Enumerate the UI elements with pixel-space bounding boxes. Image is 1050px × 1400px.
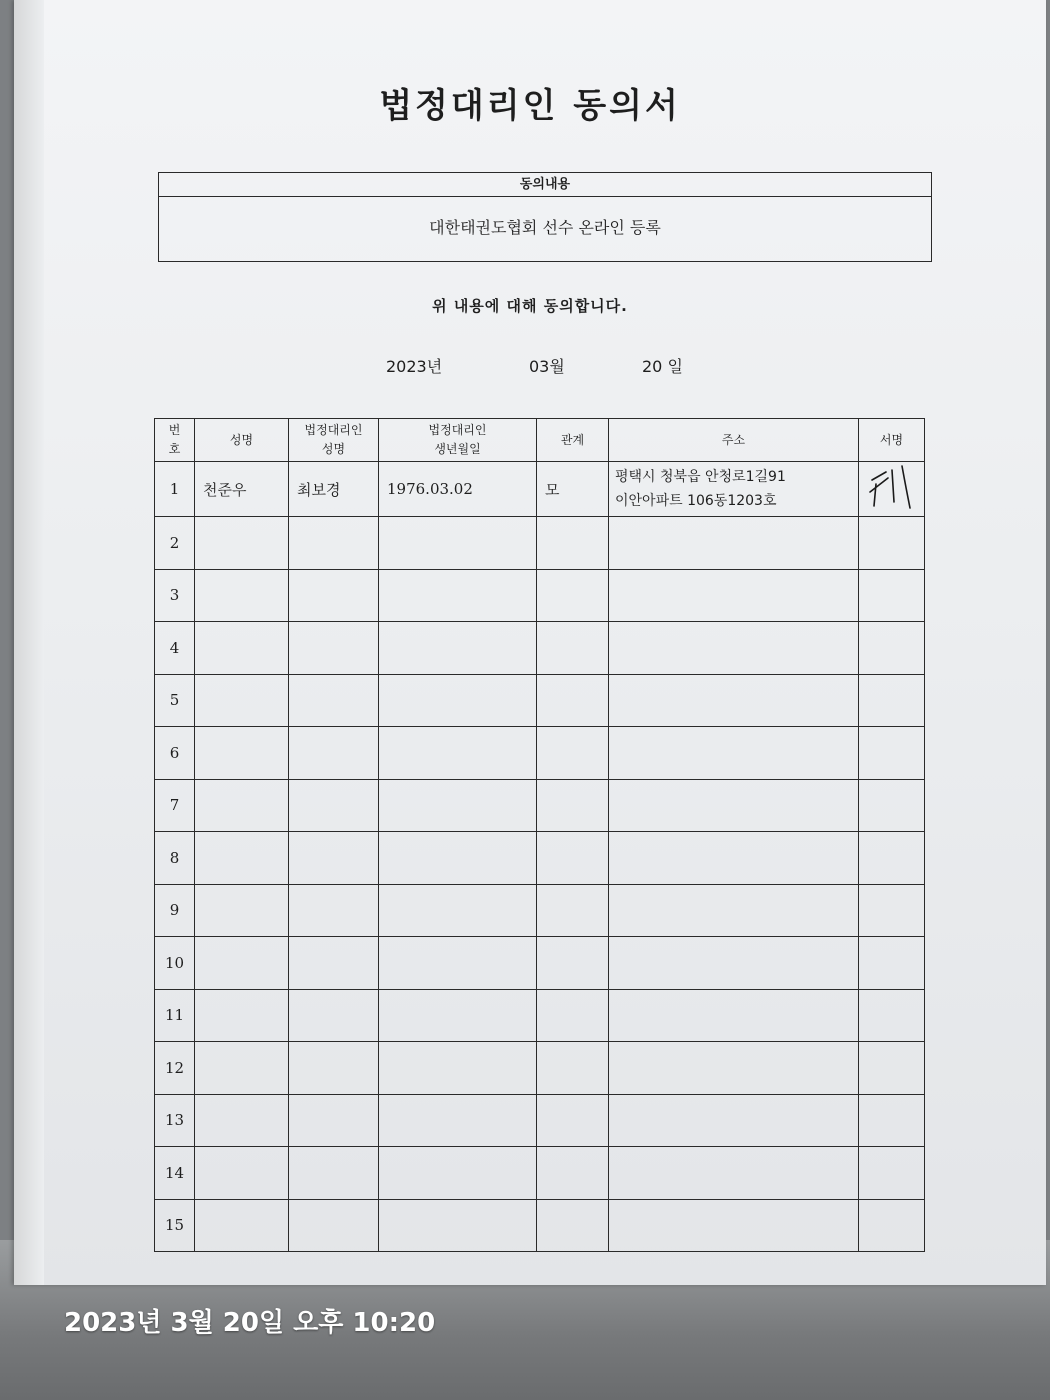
- row-number: 7: [155, 779, 195, 832]
- row-number: 15: [155, 1199, 195, 1252]
- guardian-birth-cell: [379, 1094, 537, 1147]
- consent-content-box: [158, 172, 932, 262]
- name-cell: [195, 832, 289, 885]
- signature-cell: [859, 727, 925, 780]
- guardian-name-cell: [289, 727, 379, 780]
- relation-cell: [537, 569, 609, 622]
- date-year: 2023년: [386, 357, 443, 376]
- guardian-birth-cell: [379, 779, 537, 832]
- consent-content-text: 대한태권도협회 선수 온라인 등록: [429, 218, 661, 237]
- paper-edge-shadow: [14, 0, 44, 1285]
- table-header-row: [155, 419, 925, 462]
- name-cell: [195, 779, 289, 832]
- signature-cell: [859, 1147, 925, 1200]
- guardian-name-cell: [289, 832, 379, 885]
- table-row: [155, 1042, 925, 1095]
- signature-cell: [859, 622, 925, 675]
- header-address: 주소: [609, 419, 859, 462]
- address-cell: [609, 989, 859, 1042]
- guardian-birth-cell: [379, 674, 537, 727]
- signature-cell: [859, 832, 925, 885]
- row-number: 10: [155, 937, 195, 990]
- row-number: 13: [155, 1094, 195, 1147]
- signature-cell: [859, 884, 925, 937]
- guardian-name-cell: [289, 1094, 379, 1147]
- guardian-name-cell: [289, 779, 379, 832]
- table-row: [155, 674, 925, 727]
- guardian-birth-cell: [379, 884, 537, 937]
- document-title: 법정대리인 동의서: [379, 86, 681, 126]
- name-cell: [195, 937, 289, 990]
- name-cell: [195, 1147, 289, 1200]
- relation-cell: 모: [537, 462, 609, 517]
- handwritten-signature: [862, 462, 922, 512]
- guardian-birth-cell: [379, 517, 537, 570]
- row-number: 5: [155, 674, 195, 727]
- header-name: 성명: [195, 419, 289, 462]
- guardian-name-cell: [289, 937, 379, 990]
- name-cell: [195, 1094, 289, 1147]
- guardian-name-cell: [289, 674, 379, 727]
- address-cell: [609, 674, 859, 727]
- signature-cell: [859, 1094, 925, 1147]
- table-row: [155, 517, 925, 570]
- relation-cell: [537, 1094, 609, 1147]
- table-row: [155, 937, 925, 990]
- guardian-birth-cell: [379, 727, 537, 780]
- relation-cell: [537, 517, 609, 570]
- relation-cell: [537, 622, 609, 675]
- header-guardian-name-text: 법정대리인 성명: [304, 423, 363, 456]
- address-cell: [609, 569, 859, 622]
- signature-cell: [859, 517, 925, 570]
- address-cell: [609, 1094, 859, 1147]
- row-number: 6: [155, 727, 195, 780]
- name-cell: [195, 569, 289, 622]
- address-cell: 평택시 청북읍 안청로1길91 이안아파트 106동1203호: [609, 462, 859, 517]
- table-row: [155, 832, 925, 885]
- name-cell: [195, 674, 289, 727]
- guardian-birth-cell: [379, 989, 537, 1042]
- guardian-birth-cell: [379, 569, 537, 622]
- relation-cell: [537, 884, 609, 937]
- row-number: 3: [155, 569, 195, 622]
- header-guardian-birth-text: 법정대리인 생년월일: [428, 423, 487, 456]
- signature-cell: [859, 779, 925, 832]
- guardian-name-cell: 최보경: [289, 462, 379, 517]
- signature-cell: [859, 937, 925, 990]
- table-row: [155, 727, 925, 780]
- table-row: [155, 1199, 925, 1252]
- name-cell: [195, 1199, 289, 1252]
- table-row: [155, 1094, 925, 1147]
- guardian-name-cell: [289, 569, 379, 622]
- name-cell: [195, 517, 289, 570]
- row-number: 11: [155, 989, 195, 1042]
- name-cell: [195, 1042, 289, 1095]
- guardian-birth-cell: [379, 937, 537, 990]
- address-cell: [609, 832, 859, 885]
- address-cell: [609, 937, 859, 990]
- row-number: 1: [155, 462, 195, 517]
- table-row: [155, 462, 925, 517]
- relation-cell: [537, 1147, 609, 1200]
- guardian-name-cell: [289, 1199, 379, 1252]
- photo-timestamp: 2023년 3월 20일 오후 10:20: [64, 1308, 436, 1338]
- guardian-birth-cell: [379, 622, 537, 675]
- guardian-name-cell: [289, 989, 379, 1042]
- address-cell: [609, 1042, 859, 1095]
- guardian-name-cell: [289, 622, 379, 675]
- table-row: [155, 1147, 925, 1200]
- relation-cell: [537, 1199, 609, 1252]
- guardian-name-cell: [289, 1147, 379, 1200]
- row-number: 12: [155, 1042, 195, 1095]
- address-cell: [609, 1199, 859, 1252]
- row-number: 4: [155, 622, 195, 675]
- row-number: 9: [155, 884, 195, 937]
- guardian-name-cell: [289, 1042, 379, 1095]
- address-cell: [609, 779, 859, 832]
- row-number: 14: [155, 1147, 195, 1200]
- relation-cell: [537, 937, 609, 990]
- table-row: [155, 622, 925, 675]
- guardian-table: [154, 418, 925, 1252]
- name-cell: [195, 622, 289, 675]
- guardian-birth-cell: 1976.03.02: [379, 462, 537, 517]
- signature-cell: [859, 989, 925, 1042]
- table-row: [155, 779, 925, 832]
- consent-form-paper: [14, 0, 1046, 1285]
- address-cell: [609, 884, 859, 937]
- address-cell: [609, 517, 859, 570]
- address-cell: [609, 1147, 859, 1200]
- header-guardian-name: [289, 419, 379, 462]
- row-number: 8: [155, 832, 195, 885]
- name-cell: [195, 727, 289, 780]
- header-no: [155, 419, 195, 462]
- guardian-birth-cell: [379, 832, 537, 885]
- relation-cell: [537, 989, 609, 1042]
- relation-cell: [537, 674, 609, 727]
- name-cell: [195, 989, 289, 1042]
- date-day: 20 일: [642, 357, 683, 376]
- date-month: 03월: [529, 357, 565, 376]
- signature-cell: [859, 674, 925, 727]
- guardian-birth-cell: [379, 1147, 537, 1200]
- header-no-text: 번 호: [168, 423, 181, 456]
- agreement-statement: 위 내용에 대해 동의합니다.: [432, 297, 628, 315]
- table-row: [155, 569, 925, 622]
- table-row: [155, 884, 925, 937]
- name-cell: [195, 884, 289, 937]
- relation-cell: [537, 727, 609, 780]
- relation-cell: [537, 1042, 609, 1095]
- guardian-name-cell: [289, 884, 379, 937]
- signature-cell: [859, 569, 925, 622]
- guardian-birth-cell: [379, 1199, 537, 1252]
- relation-cell: [537, 779, 609, 832]
- table-row: [155, 989, 925, 1042]
- name-cell: 천준우: [195, 462, 289, 517]
- guardian-birth-cell: [379, 1042, 537, 1095]
- header-signature: 서명: [859, 419, 925, 462]
- address-cell: [609, 727, 859, 780]
- relation-cell: [537, 832, 609, 885]
- signature-cell: [859, 462, 925, 517]
- header-guardian-birth: [379, 419, 537, 462]
- consent-content-header: 동의내용: [159, 173, 931, 197]
- signature-cell: [859, 1042, 925, 1095]
- header-relation: 관계: [537, 419, 609, 462]
- guardian-name-cell: [289, 517, 379, 570]
- row-number: 2: [155, 517, 195, 570]
- signature-cell: [859, 1199, 925, 1252]
- address-cell: [609, 622, 859, 675]
